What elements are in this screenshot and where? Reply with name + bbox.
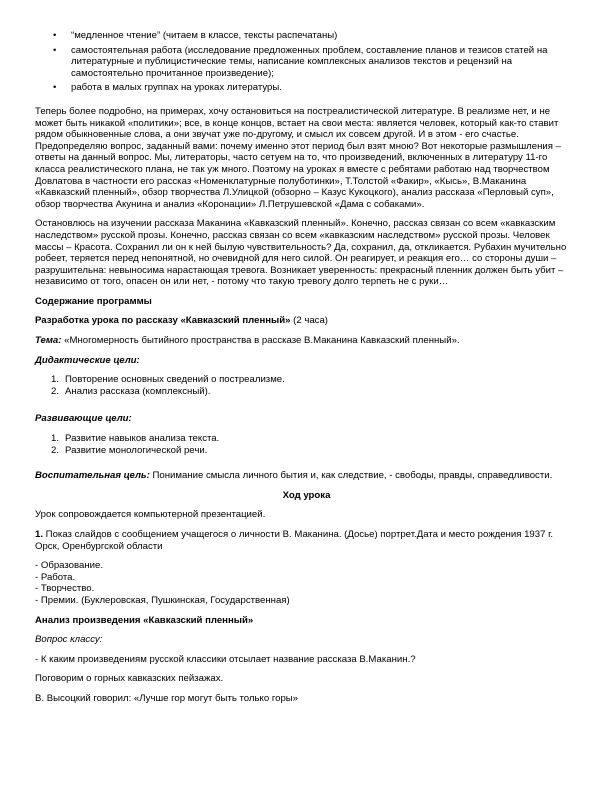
program-heading: Содержание программы bbox=[35, 295, 152, 307]
question-text: - К каким произведениям русской классики отсылает название рассказа В.Маканин.? bbox=[35, 653, 416, 665]
topic-label: Тема: bbox=[35, 335, 62, 347]
list-item: - Образование. bbox=[35, 560, 103, 572]
topic-text: «Многомерность бытийного пространства в рассказе В.Маканина Кавказский пленный». bbox=[61, 335, 460, 347]
topic-line bbox=[35, 335, 578, 347]
mountains-line: Поговорим о горных кавказских пейзажах. bbox=[35, 673, 224, 685]
analysis-heading: Анализ произведения «Кавказский пленный» bbox=[35, 614, 254, 626]
didactic-heading: Дидактические цели: bbox=[35, 354, 140, 366]
lesson-title-hours: (2 часа) bbox=[290, 315, 329, 327]
list-item: 1. Развитие навыков анализа текста. bbox=[51, 433, 220, 445]
step-one-text: Показ слайдов с сообщением учащегося о личности В. Маканина. (Досье) портрет.Дата и место рождения 1937 г. Орск, Оренбургской области bbox=[35, 529, 554, 552]
list-item: 2. Анализ рассказа (комплексный). bbox=[51, 385, 211, 397]
list-item: • “медленное чтение” (читаем в классе, тексты распечатаны) bbox=[71, 30, 578, 42]
paragraph-postrealism: Теперь более подробно, на примерах, хочу остановиться на постреалистической литературе. В реализме нет, и не может быть никакой «политики»; все, в конце концов, встает на свои места: является человек, который как-то ставит рядом обыкновенные слова, а они звучат уже по-другому, и смысл их совсем другой. И в этом - его счастье. Предопределяю вопрос, заданный вами: почему именно этот период был взят мною? Вот некоторые размышления – ответы на данный вопрос. Мы, литераторы, часто сетуем на то, что произведений, включенных в литературу 11-го класса реалистического плана, не так уж много. Поэтому на уроках я вместе с ребятами работаю над творчеством Довлатова в частности его рассказ «Номенклатурные полуботинки», Т.Толстой «Факир», «Кысь», В.Маканина «Кавказский пленный», обзор творчества Л.Улицкой (обзорно – Казус Кукоцкого), анализ рассказа «Перловый суп», обзор творчества Акунина и анализ «Коронации» Л.Петрушевской «Дама с собаками». bbox=[35, 105, 561, 210]
presentation-note: Урок сопровождается компьютерной презентацией. bbox=[35, 509, 266, 521]
vysotsky-quote: В. Высоцкий говорил: «Лучше гор могут быть только горы» bbox=[35, 692, 299, 704]
list-item: - Работа. bbox=[35, 571, 76, 583]
biography-list bbox=[35, 560, 578, 606]
step-one bbox=[35, 529, 578, 552]
lesson-title bbox=[35, 315, 578, 327]
educational-goal-label: Воспитательная цель: bbox=[35, 470, 150, 482]
lesson-title-main: Разработка урока по рассказу «Кавказский пленный» bbox=[35, 315, 291, 327]
educational-goal bbox=[35, 470, 578, 482]
list-item: • самостоятельная работа (исследование предложенных проблем, составление планов и тезисов статей на литературные и публицистические темы, написание комплексных анализов текстов и рецензий на самостоятельно прочитанное произведение); bbox=[71, 45, 578, 80]
list-item: 1. Повторение основных сведений о постреализме. bbox=[51, 374, 285, 386]
paragraph-caucasian-prisoner: Остановлюсь на изучении рассказа Маканина «Кавказский пленный». Конечно, рассказ связан со всем «кавказским наследством» русской прозы. Конечно, рассказ связан со всем «кавказским наследством» русской прозы. Человек массы – Красота. Сохранил ли он к ней былую чувствительность? Да, сохранил, да, откликается. Рубахин мучительно робеет, теряется перед непонятной, но очевидной для него силой. Он реагирует, и реакция его… со стороны души – разрушительна: невыносима нарастающая тревога. Возникает уверенность: прекрасный пленник должен быть убит – независимо от того, опасен он или нет, - потому что такую тревогу долго терпеть не с руки… bbox=[35, 218, 567, 288]
list-item: - Премии. (Буклеровская, Пушкинская, Государственная) bbox=[35, 594, 290, 606]
developing-heading: Развивающие цели: bbox=[35, 413, 132, 425]
list-item: - Творчество. bbox=[35, 583, 95, 595]
developing-goals-list bbox=[35, 433, 578, 456]
question-label: Вопрос классу: bbox=[35, 634, 103, 646]
lesson-course-heading: Ход урока bbox=[282, 489, 331, 501]
list-item: • работа в малых группах на уроках литературы. bbox=[71, 82, 578, 94]
document-page bbox=[35, 30, 578, 713]
didactic-goals-list bbox=[35, 374, 578, 397]
step-one-number: 1. bbox=[35, 529, 44, 540]
list-item: 2. Развитие монологической речи. bbox=[51, 444, 208, 456]
educational-goal-text: Понимание смысла личного бытия и, как следствие, - свободы, правды, справедливости. bbox=[149, 470, 553, 482]
methods-list bbox=[35, 30, 578, 94]
